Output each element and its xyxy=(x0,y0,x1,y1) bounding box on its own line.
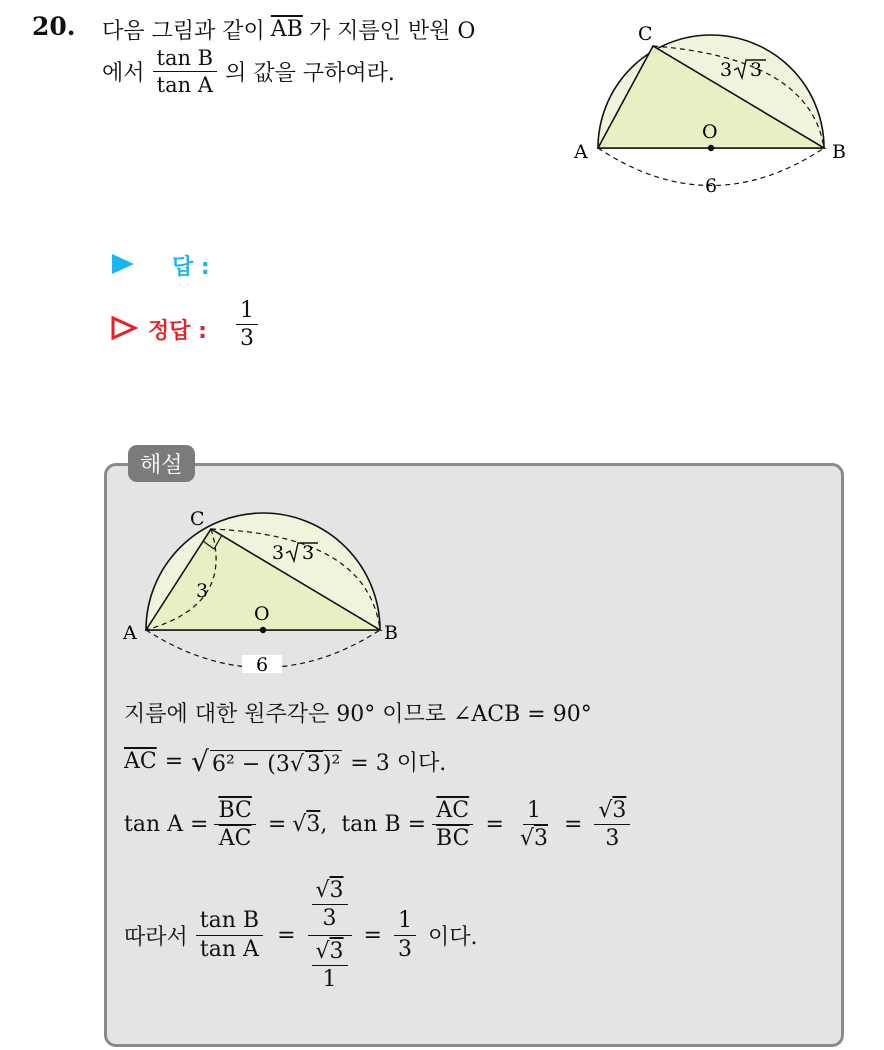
solution-text: 이다. xyxy=(427,924,478,950)
answer-label: 답 : xyxy=(172,255,210,280)
root-value: 3 xyxy=(533,826,548,852)
label-b: B xyxy=(384,622,398,644)
segment-ab: $\overline{AB}$ xyxy=(270,17,303,42)
fraction-denominator: 1 xyxy=(322,966,337,992)
separator: , xyxy=(320,812,328,838)
problem-text: 가 지름인 반원 O xyxy=(308,19,476,44)
radicand-a: 6² − (3 xyxy=(212,752,290,777)
label-side-bc-root: 3 xyxy=(750,59,763,81)
radical-sign: √ xyxy=(191,745,210,778)
equals: = xyxy=(277,922,296,948)
fraction-denominator: 3 xyxy=(322,906,337,932)
root3-over-1-fraction xyxy=(312,939,348,993)
label-side-bc: 3 xyxy=(720,59,733,81)
fraction-numerator: $\overline{BC}$ xyxy=(214,798,255,825)
inner-radicand: 3 xyxy=(306,752,321,777)
inner-sqrt-sign: √ xyxy=(289,752,304,777)
fraction-numerator: tan B xyxy=(153,46,218,72)
fraction-numerator xyxy=(312,878,348,905)
one-over-root3-fraction xyxy=(516,798,552,852)
tan-b-label: tan B = xyxy=(341,812,427,838)
problem-text: 에서 xyxy=(102,61,145,87)
center-dot xyxy=(708,145,714,151)
fraction-denominator: 3 xyxy=(605,826,620,852)
problem-number: 20. xyxy=(32,12,76,41)
segment-ac: $\overline{AC}$ xyxy=(124,749,157,774)
equals: = xyxy=(563,812,583,838)
solution-line-2 xyxy=(124,745,446,778)
equals: = xyxy=(164,749,184,774)
tan-a-label: tan A = xyxy=(124,812,209,838)
solution-tag: 해설 xyxy=(128,445,195,482)
correct-answer-arrow-icon xyxy=(110,315,138,341)
radicand xyxy=(210,750,342,777)
center-dot xyxy=(260,627,266,633)
sqrt-sign: √ xyxy=(519,826,534,852)
label-a: A xyxy=(123,622,137,644)
equals: = xyxy=(363,922,382,948)
sqrt-sign: √ xyxy=(315,938,330,964)
label-b: B xyxy=(832,141,846,163)
label-c: C xyxy=(190,508,205,530)
fraction-numerator xyxy=(312,939,348,966)
label-diameter: 6 xyxy=(705,175,718,197)
problem-line-2 xyxy=(102,46,395,97)
root3-over-3-fraction xyxy=(594,798,630,852)
fraction-numerator: 1 xyxy=(523,798,545,825)
label-o: O xyxy=(254,603,270,625)
solution-figure xyxy=(120,505,420,680)
sqrt-sign: √ xyxy=(598,798,613,823)
fraction-numerator: tan B xyxy=(196,908,263,935)
tan-ratio-fraction xyxy=(153,46,218,97)
equals: = xyxy=(485,812,504,838)
solution-text: 지름에 대한 원주각은 90° 이므로 ∠ACB = 90° xyxy=(124,702,592,727)
fraction-denominator: tan A xyxy=(199,936,259,962)
fraction-numerator: 1 xyxy=(394,908,416,935)
root3-over-3-fraction xyxy=(312,878,348,932)
complex-denominator xyxy=(308,936,352,993)
semicircle-figure xyxy=(570,18,860,203)
solution-line-1 xyxy=(124,697,592,728)
label-side-bc: 3 xyxy=(272,542,285,564)
fraction-numerator: $\overline{AC}$ xyxy=(432,798,473,825)
correct-answer-value xyxy=(236,298,258,352)
root-value: 3 xyxy=(612,798,627,823)
correct-answer-denominator: 3 xyxy=(240,326,254,352)
correct-answer-numerator: 1 xyxy=(236,298,258,325)
label-side-bc-root: 3 xyxy=(302,542,315,564)
problem-line-1 xyxy=(102,14,475,45)
complex-numerator xyxy=(308,878,352,936)
problem-text: 의 값을 구하여라. xyxy=(225,61,395,87)
tan-a-fraction xyxy=(214,798,255,852)
sqrt-sign: √ xyxy=(315,878,330,903)
answer-arrow-icon xyxy=(110,252,136,276)
complex-fraction xyxy=(308,878,352,992)
tan-ratio-fraction xyxy=(196,908,263,962)
root-value: 3 xyxy=(329,878,344,903)
problem-text: 다음 그림과 같이 xyxy=(102,19,265,44)
correct-answer-label: 정답 : xyxy=(148,319,207,344)
fraction-denominator: BC xyxy=(436,826,470,852)
tan-b-fraction xyxy=(432,798,473,852)
tan-a-value-root: 3 xyxy=(306,812,321,838)
fraction-denominator: 3 xyxy=(397,936,412,962)
sqrt-expression xyxy=(191,745,342,778)
solution-line-4 xyxy=(124,878,477,992)
fraction-denominator: AC xyxy=(218,826,252,852)
solution-text: 따라서 xyxy=(124,924,188,950)
label-a: A xyxy=(574,141,588,163)
solution-line-3 xyxy=(124,798,636,852)
fraction-denominator: tan A xyxy=(156,73,213,98)
fraction-denominator xyxy=(516,825,552,851)
radicand-b: )² xyxy=(322,752,341,777)
fraction-numerator xyxy=(594,798,630,825)
result-fraction xyxy=(394,908,416,962)
equals: = xyxy=(267,812,287,838)
label-side-ac: 3 xyxy=(196,580,209,602)
label-diameter: 6 xyxy=(256,654,269,676)
label-c: C xyxy=(638,23,653,45)
label-o: O xyxy=(702,121,718,143)
result-text: = 3 이다. xyxy=(350,751,447,776)
sqrt-sign: √ xyxy=(292,812,307,838)
root-value: 3 xyxy=(329,938,344,964)
